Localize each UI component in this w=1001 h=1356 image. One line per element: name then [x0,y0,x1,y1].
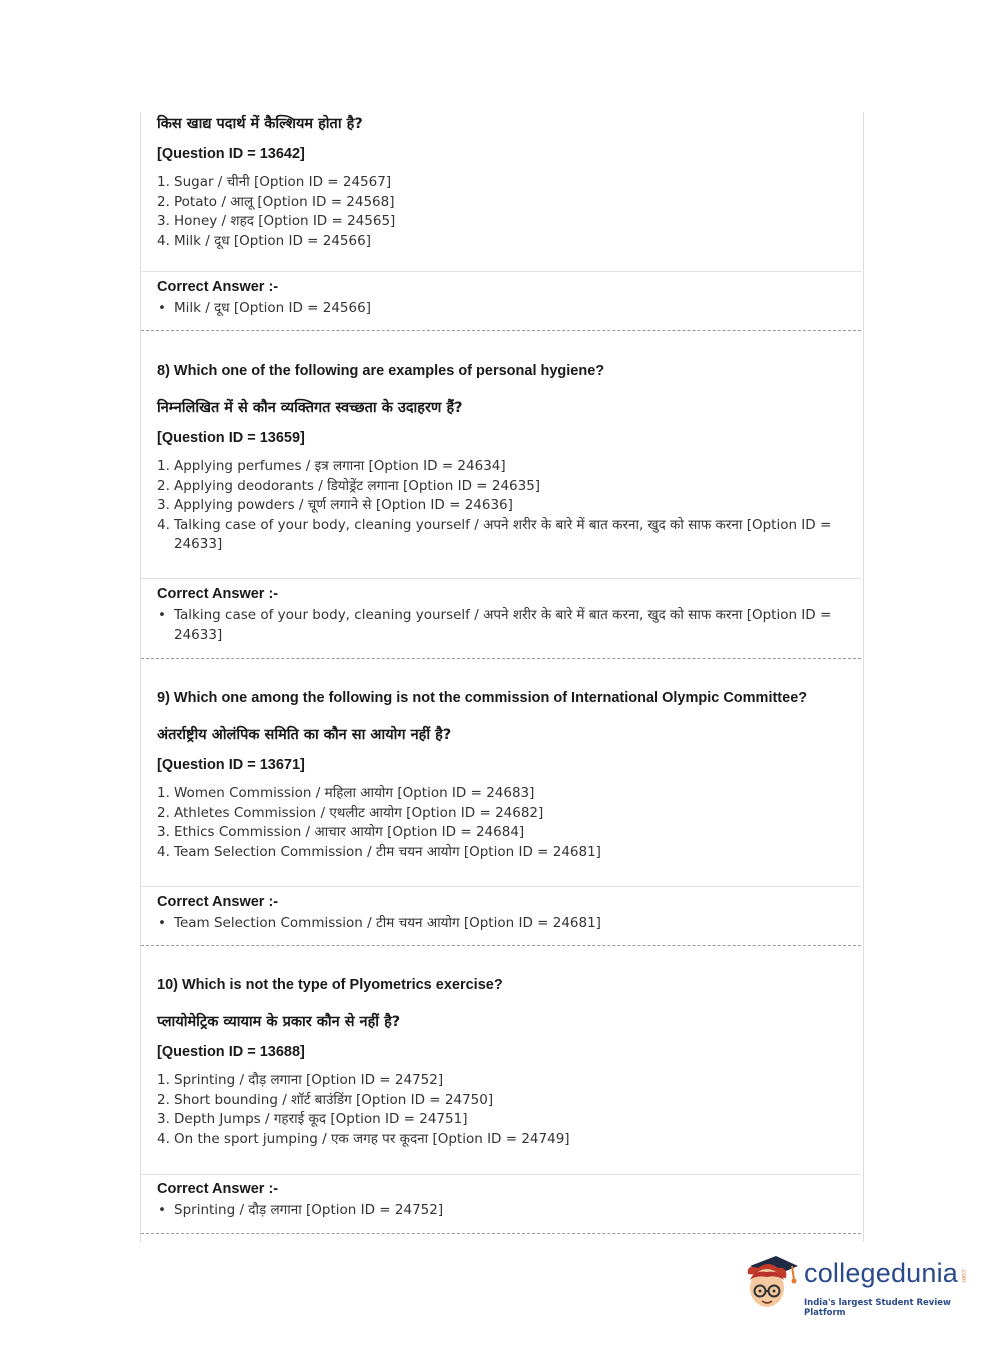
question-title: 10) Which is not the type of Plyometrics exercise? [157,977,503,993]
option-item: 3. Ethics Commission / आचार आयोग [Option ID = 24684] [157,824,525,841]
option-list [157,1071,847,1149]
correct-answer-text: • Milk / दूध [Option ID = 24566] [158,300,371,316]
question-divider [141,330,861,331]
section-divider [141,1174,861,1175]
question-title: 9) Which one among the following is not the commission of International Olympic Committee? [157,690,808,706]
correct-answer-label: Correct Answer :- [157,586,279,602]
option-list [157,784,847,862]
option-list [157,173,847,251]
correct-answer-label: Correct Answer :- [157,279,279,295]
option-item: 2. Athletes Commission / एथलीट आयोग [Option ID = 24682] [157,804,544,821]
option-item: 3. Applying powders / चूर्ण लगाने से [Option ID = 24636] [157,497,513,514]
correct-answer-label: Correct Answer :- [157,1181,279,1197]
correct-answer-text: • Talking case of your body, cleaning yourself / अपने शरीर के बारे में बात करना, खुद को साफ करना [Option ID = 24633] [158,607,832,643]
section-divider [141,271,861,272]
question-10 [157,977,847,1149]
logo-wordmark: collegedunia [804,1258,959,1288]
option-item: 4. Milk / दूध [Option ID = 24566] [157,232,371,249]
option-list [157,457,847,555]
question-id: [Question ID = 13642] [157,146,305,162]
question-hindi-text: प्लायोमेट्रिक व्यायाम के प्रकार कौन से नहीं है? [157,1014,401,1030]
question-hindi-text: निम्नलिखित में से कौन व्यक्तिगत स्वच्छता के उदाहरण हैं? [157,400,463,416]
option-item: 1. Sugar / चीनी [Option ID = 24567] [157,174,392,190]
question-title: 8) Which one of the following are examples of personal hygiene? [157,363,605,379]
correct-answer-label: Correct Answer :- [157,894,279,910]
option-item: 2. Applying deodorants / डियोड्रेंट लगाना [Option ID = 24635] [157,477,541,494]
question-7 [157,113,847,251]
option-item: 3. Depth Jumps / गहराई कूद [Option ID = 24751] [157,1111,468,1128]
logo-tagline: India's largest Student Review Platform [804,1298,951,1318]
question-8 [157,363,847,555]
option-item: 4. Team Selection Commission / टीम चयन आयोग [Option ID = 24681] [157,843,601,860]
question-id: [Question ID = 13688] [157,1044,305,1060]
option-item: 4. On the sport jumping / एक जगह पर कूदना [Option ID = 24749] [157,1130,570,1147]
question-9 [157,690,847,862]
logo-com-suffix: .com [960,1268,967,1283]
question-divider [141,945,861,946]
section-divider [141,886,861,887]
option-item: 4. Talking case of your body, cleaning yourself / अपने शरीर के बारे में बात करना, खुद को साफ करना [Option ID = 24633] [157,516,832,553]
question-id: [Question ID = 13671] [157,757,305,773]
correct-answer-7 [157,279,847,318]
mascot-icon [742,1250,802,1314]
question-id: [Question ID = 13659] [157,430,305,446]
option-item: 2. Short bounding / शॉर्ट बाउंडिंग [Option ID = 24750] [157,1091,494,1108]
question-divider [141,658,861,659]
option-item: 1. Sprinting / दौड़ लगाना [Option ID = 24752] [157,1072,444,1088]
option-item: 1. Applying perfumes / इत्र लगाना [Option ID = 24634] [157,458,506,474]
correct-answer-text: • Sprinting / दौड़ लगाना [Option ID = 24752] [158,1202,444,1218]
correct-answer-8 [157,586,847,645]
option-item: 3. Honey / शहद [Option ID = 24565] [157,213,396,230]
correct-answer-10 [157,1181,847,1220]
correct-answer-9 [157,894,847,933]
correct-answer-text: • Team Selection Commission / टीम चयन आयोग [Option ID = 24681] [158,915,601,931]
collegedunia-logo [742,1250,972,1320]
option-item: 2. Potato / आलू [Option ID = 24568] [157,193,395,210]
question-hindi-text: किस खाद्य पदार्थ में कैल्शियम होता है? [157,116,363,132]
question-divider [141,1233,861,1234]
option-item: 1. Women Commission / महिला आयोग [Option ID = 24683] [157,785,535,801]
section-divider [141,578,861,579]
question-hindi-text: अंतर्राष्ट्रीय ओलंपिक समिति का कौन सा आयोग नहीं है? [157,727,452,743]
